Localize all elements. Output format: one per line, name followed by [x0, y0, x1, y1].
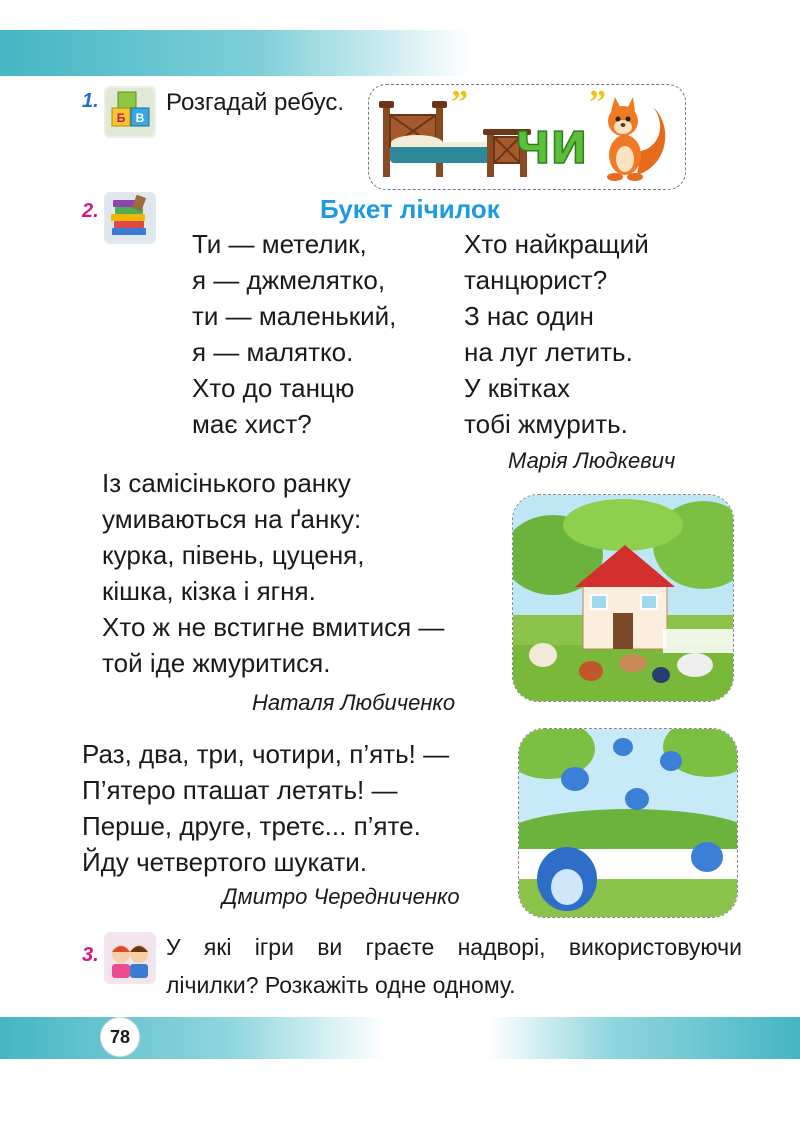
poem-3-author: Дмитро Чередниченко — [222, 884, 460, 909]
poem-line: ти — маленький, — [192, 301, 397, 331]
bottom-band-left — [0, 1017, 385, 1059]
task-3-question — [166, 928, 742, 1004]
task-3-line-1: У які ігри ви граєте надворі, використовуючи — [166, 934, 742, 960]
poem-line: курка, півень, цуценя, — [102, 540, 365, 570]
poem-line: кішка, кізка і ягня. — [102, 576, 316, 606]
books-icon — [104, 192, 156, 244]
task-1-number: 1. — [82, 90, 99, 112]
top-band — [0, 30, 470, 76]
rebus-letters: ЧИ — [515, 123, 588, 174]
poem-1-left-column — [192, 226, 396, 442]
poem-2 — [102, 465, 444, 681]
poem-1-right-column — [464, 226, 649, 442]
rebus-quote-left: ” — [451, 85, 468, 121]
poem-line: Хто найкращий — [464, 229, 649, 259]
poem-3 — [82, 736, 449, 880]
poem-line: я — джмелятко, — [192, 265, 386, 295]
poem-line: на луг летить. — [464, 337, 633, 367]
poem-line: умиваються на ґанку: — [102, 504, 362, 534]
task-1-text: Розгадай ребус. — [166, 89, 345, 116]
poem-line: Йду четвертого шукати. — [82, 847, 368, 877]
poem-line: тобі жмурить. — [464, 409, 628, 439]
poem-collection-title: Букет лічилок — [320, 194, 500, 224]
block-letter-v: В — [135, 111, 145, 125]
task-2-number: 2. — [82, 200, 99, 222]
poem-line: Хто ж не встигне вмитися — — [102, 612, 445, 642]
poem-line: З нас один — [464, 301, 594, 331]
poem-line: я — малятко. — [192, 337, 354, 367]
task-3-line-2: лічилки? Розкажіть одне одному. — [166, 972, 516, 998]
poem-line: має хист? — [192, 409, 312, 439]
task-3-number: 3. — [82, 944, 99, 966]
poem-1-author: Марія Людкевич — [508, 448, 676, 473]
poem-line: Із самісінького ранку — [102, 468, 351, 498]
poem-2-author: Наталя Любиченко — [252, 690, 456, 715]
children-talking-icon — [104, 932, 156, 984]
farm-house-illustration — [512, 494, 734, 702]
birds-illustration — [518, 728, 738, 918]
poem-line: Хто до танцю — [192, 373, 355, 403]
poem-line: У квітках — [464, 373, 571, 403]
block-letter-b: Б — [116, 111, 126, 125]
poem-line: П’ятеро пташат летять! — — [82, 775, 398, 805]
alphabet-blocks-icon — [104, 86, 156, 138]
page-number: 78 — [100, 1017, 140, 1057]
poem-line: Раз, два, три, чотири, п’ять! — — [82, 739, 450, 769]
poem-line: танцюрист? — [464, 265, 608, 295]
poem-line: Перше, друге, третє... п’яте. — [82, 811, 421, 841]
rebus-box — [368, 84, 686, 190]
poem-line: Ти — метелик, — [192, 229, 367, 259]
rebus-quote-right: ” — [589, 85, 606, 121]
squirrel-icon — [607, 97, 665, 181]
bottom-band-right — [488, 1017, 800, 1059]
poem-line: той іде жмуритися. — [102, 648, 331, 678]
